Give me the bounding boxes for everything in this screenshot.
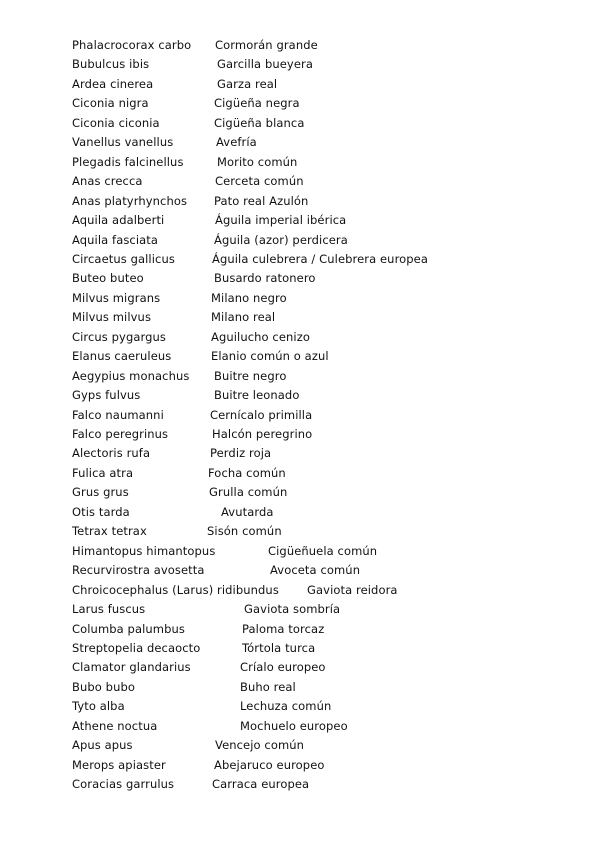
scientific-name: Himantopus himantopus (72, 543, 216, 558)
scientific-name: Alectoris rufa (72, 446, 151, 461)
common-name: Gaviota sombría (244, 602, 341, 617)
common-name: Cormorán grande (215, 38, 318, 52)
common-name: Buitre leonado (214, 388, 300, 403)
common-name: Cigüeña negra (214, 96, 300, 111)
common-name: Focha común (208, 465, 286, 480)
scientific-name: Athene noctua (72, 718, 158, 733)
common-name: Perdiz roja (210, 446, 272, 461)
scientific-name: Falco peregrinus (72, 427, 169, 441)
scientific-name: Falco naumanni (72, 407, 164, 422)
scientific-name: Vanellus vanellus (72, 135, 174, 150)
common-name: Avoceta común (270, 563, 361, 578)
common-name: Buho real (240, 679, 296, 694)
scientific-name: Fulica atra (72, 465, 134, 480)
scientific-name: Elanus caeruleus (72, 349, 172, 364)
scientific-name: Ciconia nigra (72, 96, 149, 111)
scientific-name: Tyto alba (72, 699, 125, 714)
scientific-name: Grus grus (72, 485, 129, 500)
scientific-name: Otis tarda (72, 504, 130, 519)
scientific-name: Bubo bubo (72, 679, 135, 694)
scientific-name: Tetrax tetrax (72, 524, 147, 539)
scientific-name: Recurvirostra avosetta (72, 563, 205, 578)
common-name: Lechuza común (240, 699, 332, 714)
scientific-name: Ardea cinerea (72, 76, 154, 91)
scientific-name: Phalacrocorax carbo (72, 38, 192, 52)
scientific-name: Anas crecca (72, 174, 143, 189)
scientific-name: Aquila fasciata (72, 232, 159, 247)
common-name: Aguilucho cenizo (211, 329, 310, 344)
scientific-name: Clamator glandarius (72, 660, 191, 675)
scientific-name: Ciconia ciconia (72, 115, 160, 130)
common-name: Buitre negro (214, 368, 287, 383)
scientific-name: Milvus milvus (72, 310, 152, 325)
scientific-name: Circus pygargus (72, 329, 167, 344)
common-name: Avutarda (221, 504, 274, 519)
common-name: Carraca europea (212, 777, 310, 792)
common-name: Águila culebrera / Culebrera europea (212, 251, 429, 266)
common-name: Milano real (211, 310, 276, 325)
scientific-name: Merops apiaster (72, 757, 166, 772)
common-name: Morito común (217, 154, 298, 169)
scientific-name: Bubulcus ibis (72, 57, 150, 72)
scientific-name: Coracias garrulus (72, 777, 175, 792)
scientific-name: Anas platyrhynchos (72, 193, 188, 208)
common-name: Mochuelo europeo (240, 718, 348, 733)
scientific-name: Aegypius monachus (72, 368, 190, 383)
scientific-name: Circaetus gallicus (72, 251, 175, 266)
scientific-name: Chroicocephalus (Larus) ridibundus (72, 582, 279, 597)
scientific-name: Columba palumbus (72, 621, 185, 636)
common-name: Cernícalo primilla (210, 407, 313, 422)
scientific-name: Buteo buteo (72, 271, 144, 286)
common-name: Grulla común (209, 485, 288, 500)
common-name: Pato real Azulón (214, 193, 309, 208)
common-name: Paloma torcaz (242, 621, 325, 636)
common-name: Garza real (217, 76, 278, 91)
scientific-name: Gyps fulvus (72, 388, 141, 403)
scientific-name: Apus apus (72, 738, 133, 753)
common-name: Busardo ratonero (214, 271, 316, 286)
common-name: Halcón peregrino (212, 427, 313, 441)
common-name: Elanio común o azul (211, 349, 329, 364)
common-name: Águila imperial ibérica (215, 213, 347, 228)
scientific-name: Milvus migrans (72, 290, 161, 305)
common-name: Tórtola turca (242, 640, 316, 655)
common-name: Abejaruco europeo (214, 757, 325, 772)
common-name: Críalo europeo (240, 660, 326, 675)
common-name: Vencejo común (215, 738, 305, 753)
common-name: Milano negro (211, 290, 287, 305)
scientific-name: Aquila adalberti (72, 213, 165, 228)
common-name: Avefría (216, 135, 257, 150)
common-name: Sisón común (207, 524, 282, 539)
common-name: Cerceta común (215, 174, 304, 189)
common-name: Garcilla bueyera (217, 57, 313, 72)
scientific-name: Plegadis falcinellus (72, 154, 184, 169)
common-name: Cigüeña blanca (214, 115, 305, 130)
scientific-name: Larus fuscus (72, 602, 146, 617)
common-name: Gaviota reidora (307, 582, 398, 597)
common-name: Águila (azor) perdicera (214, 232, 348, 247)
scientific-name: Streptopelia decaocto (72, 640, 201, 655)
common-name: Cigüeñuela común (268, 543, 378, 558)
